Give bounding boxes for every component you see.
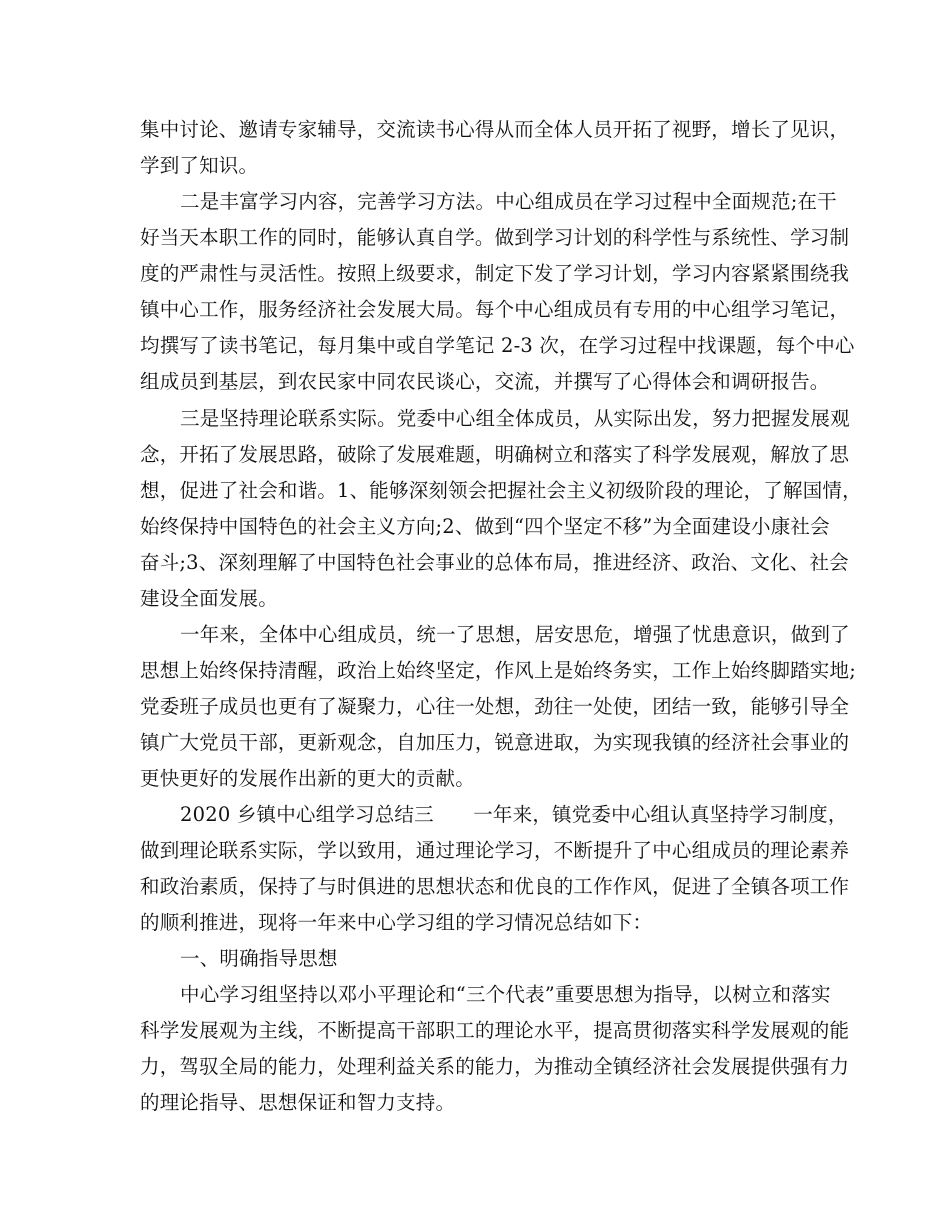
text-line: 和政治素质，保持了与时俱进的思想状态和优良的工作作风，促进了全镇各项工作 <box>140 875 850 898</box>
text-line: 力，驾驭全局的能力，处理利益关系的能力，为推动全镇经济社会发展提供强有力 <box>140 1055 850 1078</box>
section-title-line: 2020 乡镇中心组学习总结三 一年来，镇党委中心组认真坚持学习制度， <box>180 803 848 826</box>
text-line: 镇中心工作，服务经济社会发展大局。每个中心组成员有专用的中心组学习笔记， <box>140 298 850 321</box>
text-line: 科学发展观为主线，不断提高干部职工的理论水平，提高贯彻落实科学发展观的能 <box>140 1019 850 1042</box>
text-line: 始终保持中国特色的社会主义方向;2、做到“四个坚定不移”为全面建设小康社会 <box>140 515 830 538</box>
text-line: 思想上始终保持清醒，政治上始终坚定，作风上是始终务实，工作上始终脚踏实地; <box>140 659 856 682</box>
text-line: 奋斗;3、深刻理解了中国特色社会事业的总体布局，推进经济、政治、文化、社会 <box>140 551 849 574</box>
text-line: 党委班子成员也更有了凝聚力，心往一处想，劲往一处使，团结一致，能够引导全 <box>140 695 850 718</box>
text-line: 念，开拓了发展思路，破除了发展难题，明确树立和落实了科学发展观，解放了思 <box>140 443 850 466</box>
text-line: 学到了知识。 <box>140 154 259 177</box>
text-line: 度的严肃性与灵活性。按照上级要求，制定下发了学习计划，学习内容紧紧围绕我 <box>140 262 850 285</box>
text-line: 集中讨论、邀请专家辅导，交流读书心得从而全体人员开拓了视野，增长了见识， <box>140 118 850 141</box>
paragraph-start-line: 二是丰富学习内容，完善学习方法。中心组成员在学习过程中全面规范;在干 <box>180 190 837 213</box>
text-line: 做到理论联系实际，学以致用，通过理论学习，不断提升了中心组成员的理论素养 <box>140 839 850 862</box>
text-line: 建设全面发展。 <box>140 587 278 610</box>
text-line: 的理论指导、思想保证和智力支持。 <box>140 1091 456 1114</box>
heading-line: 一、明确指导思想 <box>180 947 338 970</box>
paragraph-start-line: 一年来，全体中心组成员，统一了思想，居安思危，增强了忧患意识，做到了 <box>180 623 850 646</box>
paragraph-start-line: 中心学习组坚持以邓小平理论和“三个代表”重要思想为指导，以树立和落实 <box>180 983 831 1006</box>
text-line: 镇广大党员干部，更新观念，自加压力，锐意进取，为实现我镇的经济社会事业的 <box>140 731 850 754</box>
text-line: 组成员到基层，到农民家中同农民谈心，交流，并撰写了心得体会和调研报告。 <box>140 370 830 393</box>
paragraph-start-line: 三是坚持理论联系实际。党委中心组全体成员，从实际出发，努力把握发展观 <box>180 407 850 430</box>
text-line: 更快更好的发展作出新的更大的贡献。 <box>140 767 475 790</box>
text-line: 好当天本职工作的同时，能够认真自学。做到学习计划的科学性与系统性、学习制 <box>140 226 850 249</box>
text-line: 均撰写了读书笔记，每月集中或自学笔记 2-3 次，在学习过程中找课题，每个中心 <box>140 334 855 357</box>
text-line: 想，促进了社会和谐。1、能够深刻领会把握社会主义初级阶段的理论，了解国情， <box>140 479 862 502</box>
text-line: 的顺利推进，现将一年来中心学习组的学习情况总结如下： <box>140 911 653 934</box>
